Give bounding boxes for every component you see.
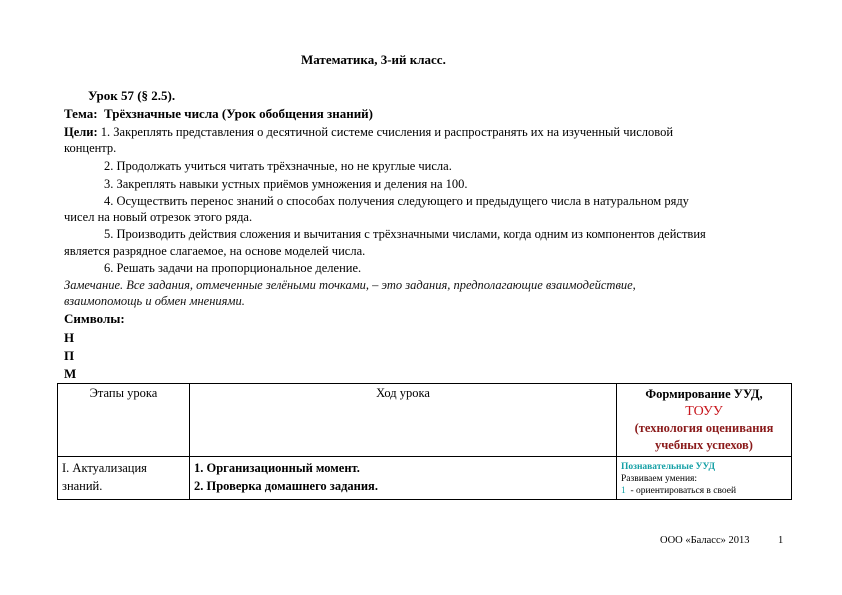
touu-label: ТОУУ	[685, 404, 723, 419]
lesson-table	[57, 383, 792, 500]
header-course: Ход урока	[190, 384, 617, 457]
note-line-2: взаимопомощь и обмен мнениями.	[64, 294, 245, 308]
goal-item: 1. Закреплять представления о десятичной системе счисления и распространять их на изученный числовой	[100, 125, 674, 139]
header-stages: Этапы урока	[58, 384, 190, 457]
goal-item: 6. Решать задачи на пропорциональное деление.	[104, 261, 362, 275]
page-title: Математика, 3-ий класс.	[301, 52, 446, 67]
uud-header-line: (технология оценивания	[634, 421, 774, 435]
page-number: 1	[778, 535, 784, 546]
uud-header-line: учебных успехов)	[655, 438, 753, 452]
goal-item: 5. Производить действия сложения и вычитания с трёхзначными числами, когда одним из компонентов действия	[104, 227, 706, 241]
stage-cell: I. Актуализация знаний.	[58, 457, 190, 500]
goal-item: 2. Продолжать учиться читать трёхзначные, но не круглые числа.	[104, 159, 452, 173]
lesson-topic	[64, 106, 373, 122]
symbol-item: М	[64, 366, 77, 381]
uud-text: 1 - ориентироваться в своей	[621, 486, 737, 496]
goal-item: концентр.	[64, 141, 117, 155]
uud-title: Познавательные УУД	[621, 462, 716, 472]
header-uud	[617, 384, 792, 457]
uud-text: Развиваем умения:	[621, 474, 698, 484]
footer-publisher: ООО «Баласс» 2013	[660, 535, 750, 546]
table-row	[58, 457, 792, 500]
lesson-number: Урок 57 (§ 2.5).	[88, 88, 176, 103]
course-cell: 1. Организационный момент. 2. Проверка домашнего задания.	[190, 457, 617, 500]
goals-line-1	[64, 124, 673, 140]
symbols-label: Символы:	[64, 311, 125, 326]
uud-header-line: Формирование УУД,	[645, 387, 763, 401]
goal-item: чисел на новый отрезок этого ряда.	[64, 210, 253, 224]
goal-item: является разрядное слагаемое, на основе моделей числа.	[64, 244, 366, 258]
goals-label: Цели:	[64, 125, 98, 139]
symbol-item: П	[64, 348, 75, 363]
uud-cell	[617, 457, 792, 500]
table-header-row	[58, 384, 792, 457]
note-line-1: Замечание. Все задания, отмеченные зелёными точками, – это задания, предполагающие взаимодействие,	[64, 278, 636, 292]
topic-text: Трёхзначные числа (Урок обобщения знаний)	[104, 106, 373, 121]
topic-label: Тема:	[64, 106, 98, 121]
goal-item: 4. Осуществить перенос знаний о способах получения следующего и предыдущего числа в натуральном ряду	[104, 194, 689, 208]
goal-item: 3. Закреплять навыки устных приёмов умножения и деления на 100.	[104, 177, 468, 191]
symbol-item: Н	[64, 330, 75, 345]
uud-num: 1	[621, 486, 626, 496]
